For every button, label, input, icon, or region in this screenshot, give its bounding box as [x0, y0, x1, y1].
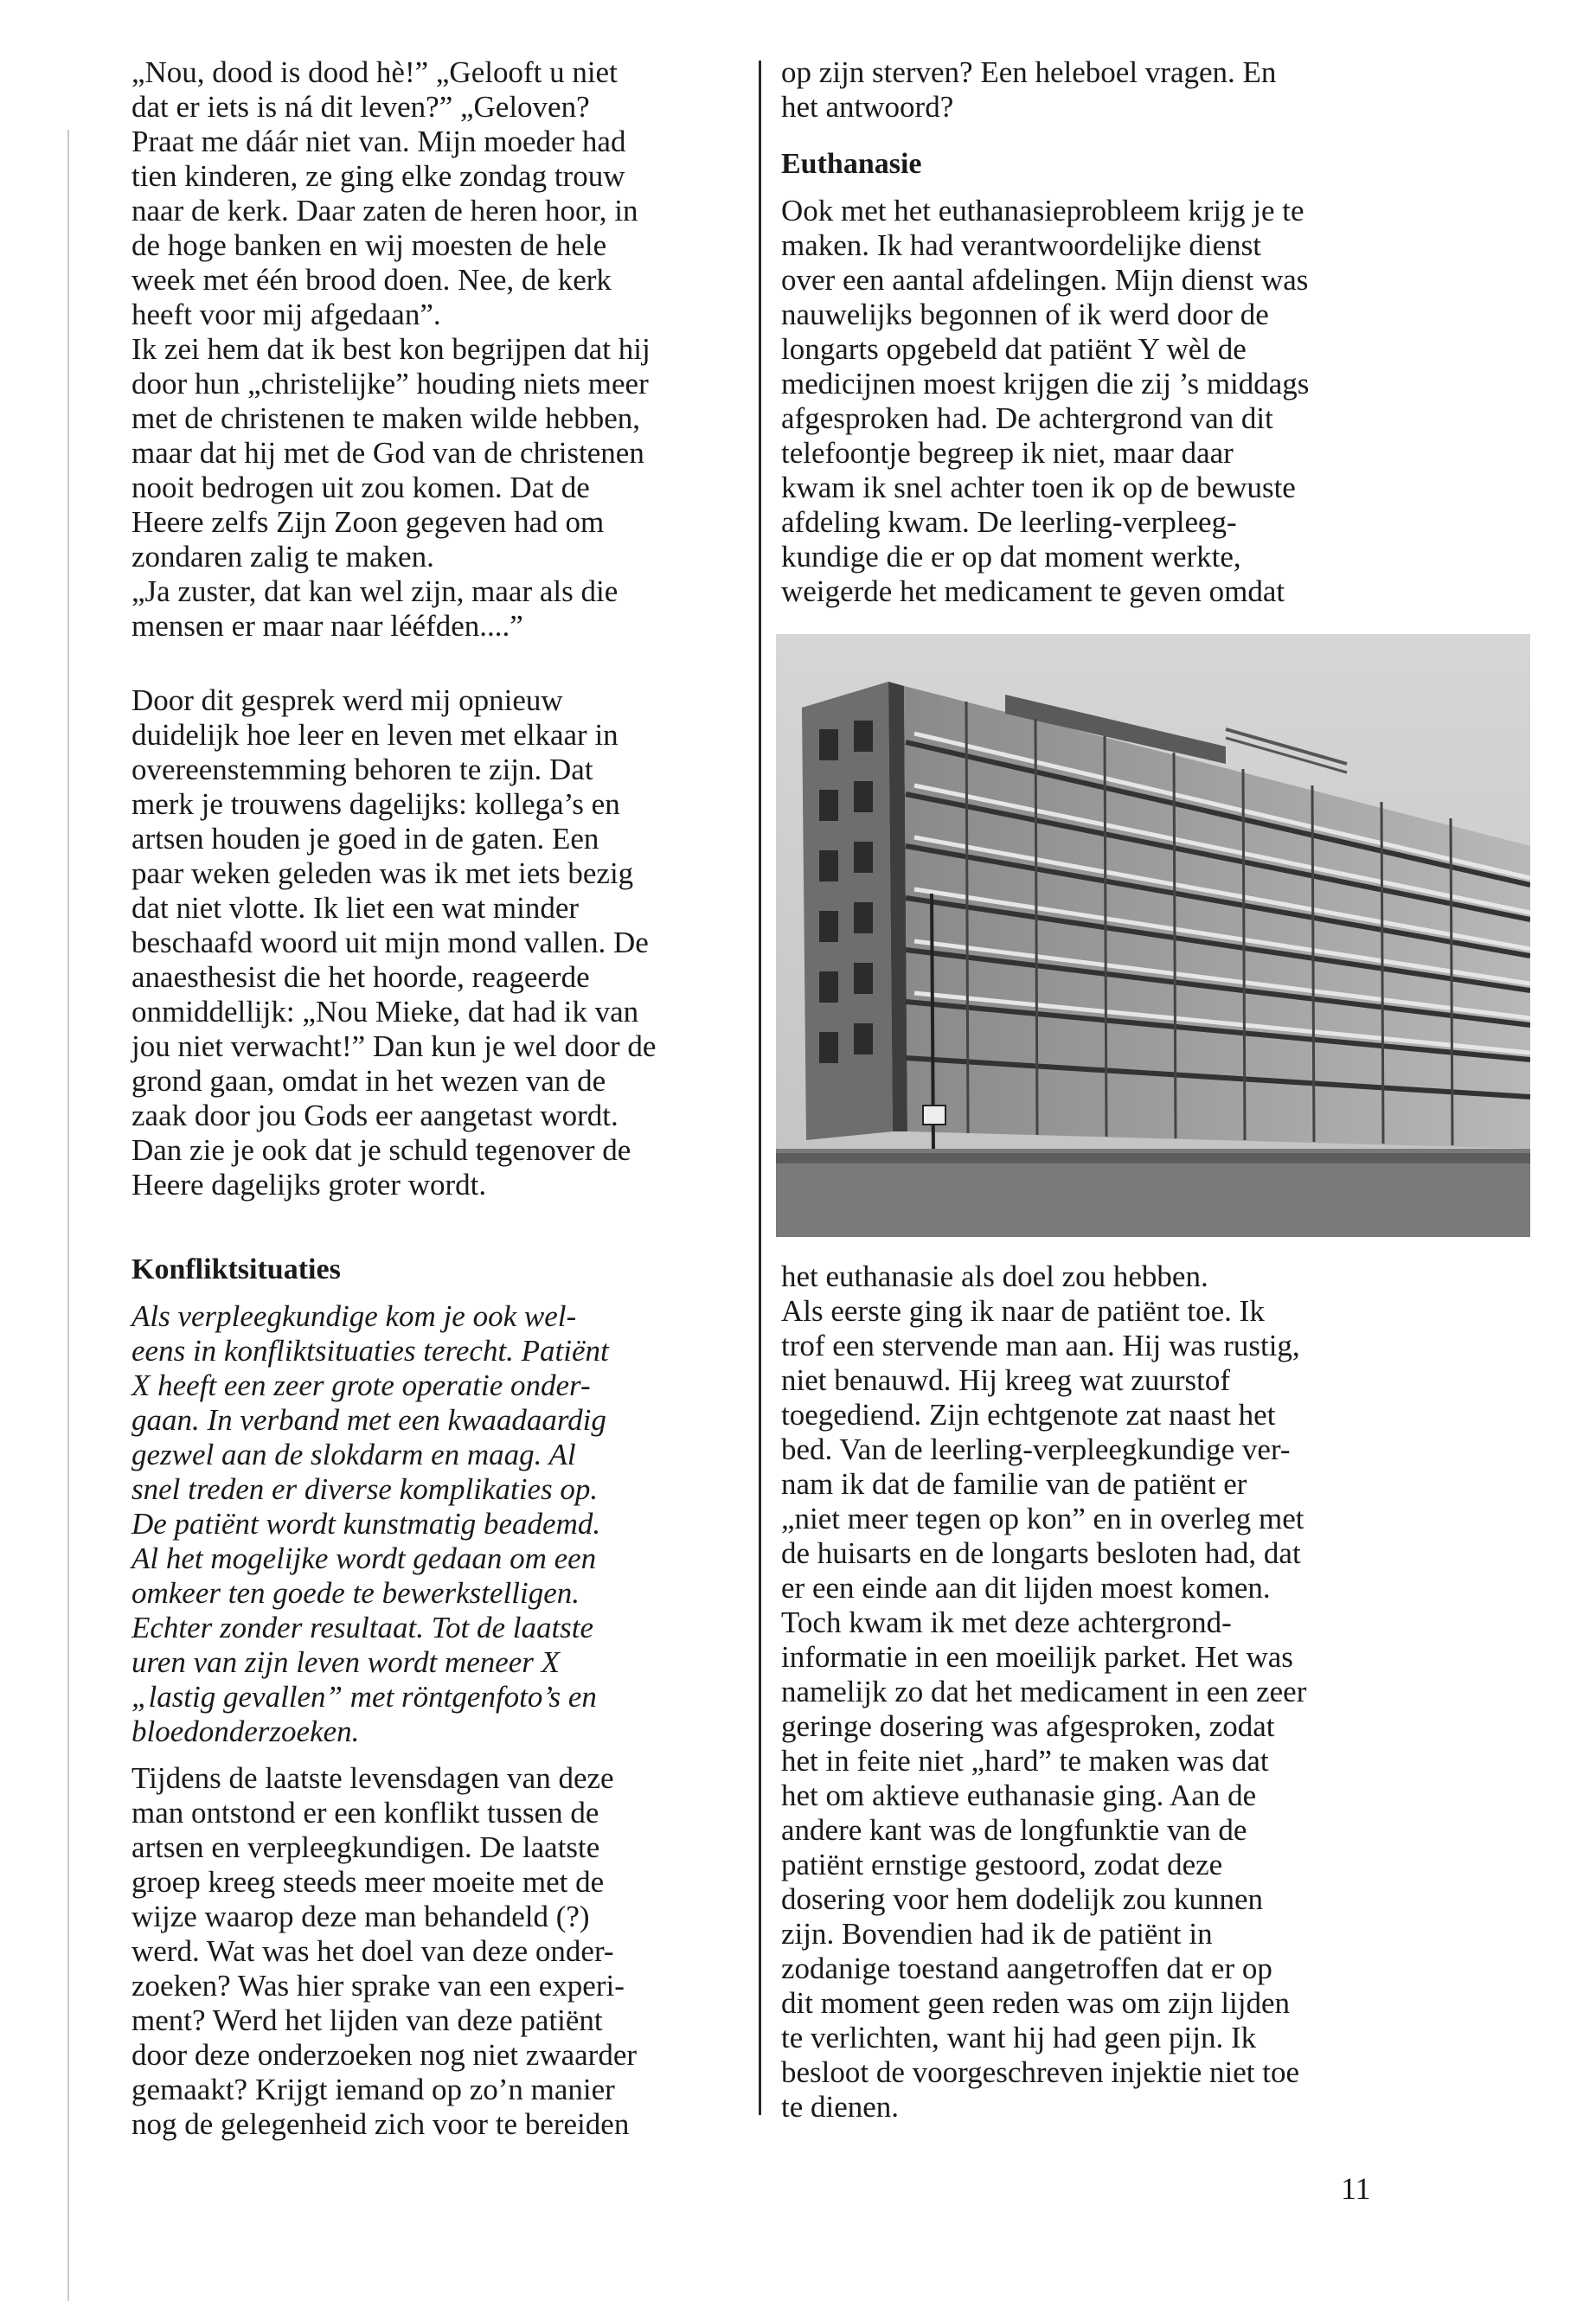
- page-edge-line: [67, 130, 69, 2301]
- paragraph-konflikt: Tijdens de laatste levensdagen van deze man ontstond er een konflikt tussen de artsen en verpleegkundigen. De laatste groep kreeg steeds meer moeite met de wijze waarop deze man behandeld (?) werd. Wat was het doel van deze onder- zoeken? Was hier sprake van een experi- ment? Werd het lijden van deze patiënt door deze onderzoeken nog niet zwaarder gemaakt? Krijgt iemand op zo’n manier nog de gelegenheid zich voor te bereiden: [131, 1761, 638, 2141]
- paragraph-euthanasie-1: Ook met het euthanasieprobleem krijg je te maken. Ik had verantwoordelijke dienst over een aantal afdelingen. Mijn dienst was nauwelijks begonnen of ik werd door de longarts opgebeld dat patiënt Y wèl de medicijnen moest krijgen die zij ’s middags afgesproken had. De achtergrond van dit telefoontje begreep ik niet, maar daar kwam ik snel achter toen ik op de bewuste afdeling kwam. De leerling-verpleeg- kundige die er op dat moment werkte, weigerde het medicament te geven omdat: [781, 194, 1310, 608]
- paragraph-dialogue-3: „Ja zuster, dat kan wel zijn, maar als die mensen er maar naar lééfden....”: [131, 574, 619, 643]
- paragraph-continuation: op zijn sterven? Een heleboel vragen. En het antwoord?: [781, 55, 1277, 124]
- section-heading-euthanasie: Euthanasie: [781, 148, 922, 180]
- paragraph-dialogue-1: „Nou, dood is dood hè!” „Gelooft u niet dat er iets is ná dit leven?” „Geloven? Praat me dáár niet van. Mijn moeder had tien kinderen, ze ging elke zondag trouw naar de kerk. Daar zaten de heren hoor, in de hoge banken en wij moesten de hele week met één brood doen. Nee, de kerk heeft voor mij afgedaan”.: [131, 55, 638, 331]
- right-column-top: [781, 55, 1404, 609]
- section-heading-konfliktsituaties: Konfliktsituaties: [131, 1253, 341, 1285]
- hospital-building-photo: [776, 634, 1530, 1237]
- page-number: 11: [1341, 2171, 1371, 2206]
- column-divider: [759, 61, 761, 2115]
- intro-italic-block: Als verpleegkundige kom je ook wel- eens in konfliktsituaties terecht. Patiënt X heeft een zeer grote operatie onder- gaan. In verband met een kwaadaardig gezwel aan de slokdarm en maag. Al snel treden er diverse komplikaties op. De patiënt wordt kunstmatig beademd. Al het mogelijke wordt gedaan om een omkeer ten goede te bewerkstelligen. Echter zonder resultaat. Tot de laatste uren van zijn leven wordt meneer X „lastig gevallen” met röntgenfoto’s en bloedonderzoeken.: [131, 1299, 609, 1748]
- paragraph-dialogue-2: Ik zei hem dat ik best kon begrijpen dat hij door hun „christelijke” houding niets meer met de christenen te maken wilde hebben, maar dat hij met de God van de christenen nooit bedrogen uit zou komen. Dat de Heere zelfs Zijn Zoon gegeven had om zondaren zalig te maken.: [131, 332, 651, 574]
- left-column: [131, 55, 744, 2142]
- right-column-bottom: [781, 1259, 1404, 2125]
- paragraph-reflection: Door dit gesprek werd mij opnieuw duidelijk hoe leer en leven met elkaar in overeenstemming behoren te zijn. Dat merk je trouwens dagelijks: kollega’s en artsen houden je goed in de gaten. Een paar weken geleden was ik met iets bezig dat niet vlotte. Ik liet een wat minder beschaafd woord uit mijn mond vallen. De anaesthesist die het hoorde, reageerde onmiddellijk: „Nou Mieke, dat had ik van jou niet verwacht!” Dan kun je wel door de grond gaan, omdat in het wezen van de zaak door jou Gods eer aangetast wordt. Dan zie je ook dat je schuld tegenover de Heere dagelijks groter wordt.: [131, 683, 657, 1202]
- paragraph-euthanasie-2: het euthanasie als doel zou hebben. Als eerste ging ik naar de patiënt toe. Ik trof een stervende man aan. Hij was rustig, niet benauwd. Hij kreeg wat zuurstof toegediend. Zijn echtgenote zat naast het bed. Van de leerling-verpleegkundige ver- nam ik dat de familie van de patiënt er „niet meer tegen op kon” en in overleg met de huisarts en de longarts besloten had, dat er een einde aan dit lijden moest komen. Toch kwam ik met deze achtergrond- informatie in een moeilijk parket. Het was namelijk zo dat het medicament in een zeer geringe dosering was afgesproken, zodat het in feite niet „hard” te maken was dat het om aktieve euthanasie ging. Aan de andere kant was de longfunktie van de patiënt ernstige gestoord, zodat deze dosering voor hem dodelijk zou kunnen zijn. Bovendien had ik de patiënt in zodanige toestand aangetroffen dat er op dit moment geen reden was om zijn lijden te verlichten, want hij had geen pijn. Ik besloot de voorgeschreven injektie niet toe te dienen.: [781, 1259, 1307, 2124]
